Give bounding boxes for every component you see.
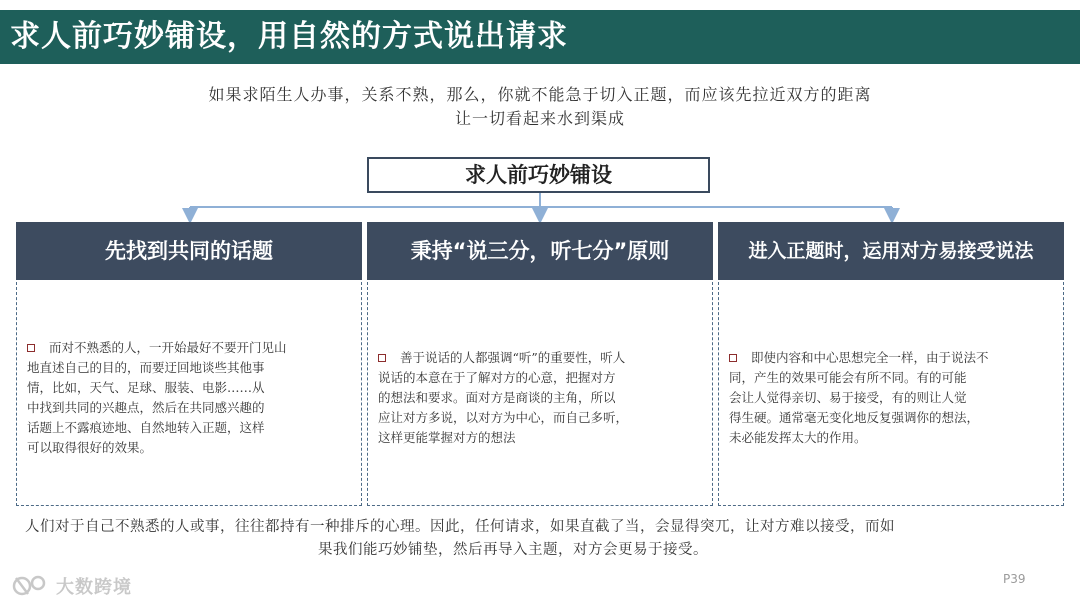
text-line: 话题上不露痕迹地、自然地转入正题，这样 [27,420,265,435]
text-line: 这样更能掌握对方的想法 [378,430,516,445]
column-header-listen-principle: 秉持“说三分，听七分”原则 [367,222,713,280]
column-body-acceptable-wording [718,282,1064,506]
column-header-common-topic: 先找到共同的话题 [16,222,362,280]
text-line: 情，比如，天气、足球、服装、电影……从 [27,380,265,395]
square-bullet-icon [378,354,386,362]
text-line: 而对不熟悉的人，一开始最好不要开门见山 [27,338,353,358]
square-bullet-icon [729,354,737,362]
slide-title: 求人前巧妙铺设，用自然的方式说出请求 [10,19,568,54]
text-line: 应让对方多说，以对方为中心，而自己多听， [378,410,629,425]
square-bullet-icon [27,344,35,352]
column-header-acceptable-wording: 进入正题时，运用对方易接受说法 [718,222,1064,280]
summary-line-2: 果我们能巧妙铺垫，然后再导入主题，对方会更易于接受。 [318,542,708,558]
text-line: 地直述自己的目的，而要迂回地谈些其他事 [27,360,265,375]
text-line: 善于说话的人都强调“听”的重要性，听人 [378,348,704,368]
text-line: 即使内容和中心思想完全一样，由于说法不 [729,348,1055,368]
column-text-acceptable-wording [729,348,1055,448]
column-body-common-topic [16,282,362,506]
text-line: 说话的本意在于了解对方的心意，把握对方 [378,370,616,385]
text-line: 中找到共同的兴趣点，然后在共同感兴趣的 [27,400,265,415]
column-body-listen-principle [367,282,713,506]
intro-line-1: 如果求陌生人办事，关系不熟，那么，你就不能急于切入正题，而应该先拉近双方的距离 [208,85,872,104]
central-topic-box: 求人前巧妙铺设 [367,157,710,193]
text-line: 的想法和要求。面对方是商谈的主角，所以 [378,390,616,405]
intro-line-2: 让一切看起来水到渠成 [454,109,625,128]
watermark-text: 大数跨境 [56,577,132,598]
text-line: 同，产生的效果可能会有所不同。有的可能 [729,370,967,385]
column-text-common-topic [27,338,353,458]
text-line: 得生硬。通常毫无变化地反复强调你的想法， [729,410,980,425]
page-number: P39 [1003,572,1026,586]
summary-line-1: 人们对于自己不熟悉的人或事，往往都持有一种排斥的心理。因此，任何请求，如果直截了当，会显得突兀，让对方难以接受，而如 [25,519,895,535]
column-text-listen-principle [378,348,704,448]
logo-mark-icon [12,574,52,598]
text-line: 可以取得很好的效果。 [27,440,153,455]
text-line: 会让人觉得亲切、易于接受，有的则让人觉 [729,390,967,405]
watermark-logo [12,573,132,599]
text-line: 未必能发挥太大的作用。 [729,430,867,445]
